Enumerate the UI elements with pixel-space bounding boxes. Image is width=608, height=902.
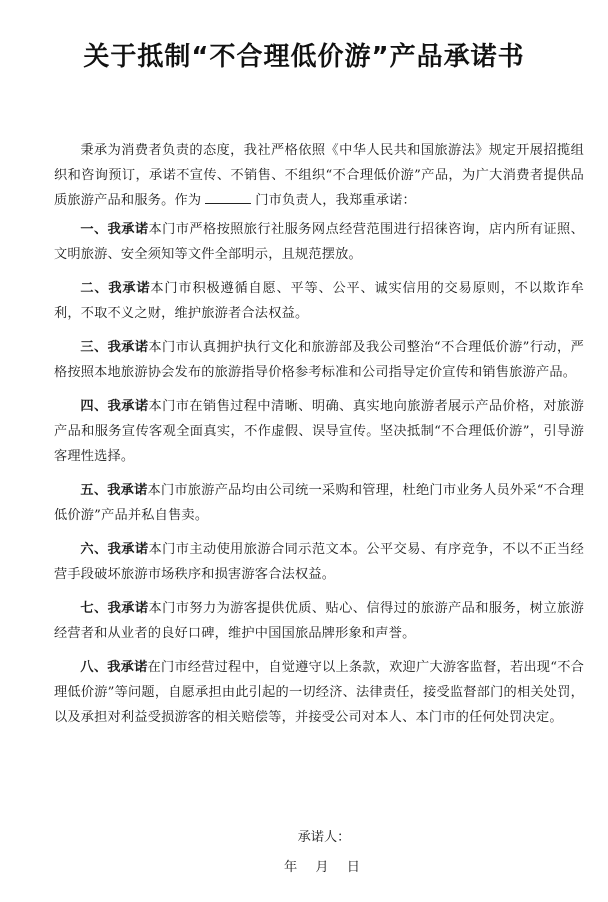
commitment-7: [54, 596, 584, 646]
commitment-2: [54, 276, 584, 326]
commitment-4: [54, 394, 584, 469]
commitment-1: [54, 217, 584, 267]
commitment-head: 二、我承诺: [80, 281, 151, 296]
commitment-text: 本门市积极遵循自愿、平等、公平、诚实信用的交易原则，不以欺诈牟利，不取不义之财，维护旅游者合法权益。: [54, 281, 584, 321]
document-body: [54, 138, 584, 739]
store-name-blank: [205, 189, 251, 204]
commitment-3: [54, 335, 584, 385]
commitment-8: [54, 655, 584, 730]
commitment-text: 本门市严格按照旅行社服务网点经营范围进行招徕咨询，店内所有证照、文明旅游、安全须知等文件全部明示，且规范摆放。: [54, 222, 584, 262]
commitment-6: [54, 537, 584, 587]
commitment-head: 五、我承诺: [80, 483, 148, 498]
commitment-text: 本门市努力为游客提供优质、贴心、信得过的旅游产品和服务，树立旅游经营者和从业者的良好口碑，维护中国国旅品牌形象和声誉。: [54, 601, 584, 641]
commitment-head: 七、我承诺: [80, 601, 149, 616]
commitment-head: 一、我承诺: [80, 222, 149, 237]
date-label: 年 月 日: [284, 860, 360, 875]
intro-text: 秉承为消费者负责的态度，我社严格依照《中华人民共和国旅游法》规定开展招揽组织和咨询预订，承诺不宣传、不销售、不组织“不合理低价游”产品，为广大消费者提供品质旅游产品和服务。作为: [54, 143, 584, 208]
commitment-head: 三、我承诺: [80, 340, 149, 355]
commitment-text: 本门市在销售过程中清晰、明确、真实地向旅游者展示产品价格，对旅游产品和服务宣传客观全面真实，不作虚假、误导宣传。坚决抵制“不合理低价游”，引导游客理性选择。: [54, 399, 584, 464]
commitment-text: 本门市主动使用旅游合同示范文本。公平交易、有序竞争，不以不正当经营手段破坏旅游市场秩序和损害游客合法权益。: [54, 542, 584, 582]
signer-label: 承诺人：: [297, 830, 351, 845]
document-title: 关于抵制“不合理低价游”产品承诺书: [83, 42, 525, 72]
commitment-5: [54, 478, 584, 528]
intro-text-end: 门市负责人，我郑重承诺：: [255, 193, 416, 208]
commitment-text: 在门市经营过程中，自觉遵守以上条款，欢迎广大游客监督，若出现“不合理低价游”等问题，自愿承担由此引起的一切经济、法律责任，接受监督部门的相关处罚，以及承担对利益受损游客的相关赔偿等，并接受公司对本人、本门市的任何处罚决定。: [54, 660, 585, 725]
commitment-head: 八、我承诺: [80, 660, 148, 675]
commitment-text: 本门市旅游产品均由公司统一采购和管理，杜绝门市业务人员外采“不合理低价游”产品并私自售卖。: [54, 483, 585, 523]
commitment-text: 本门市认真拥护执行文化和旅游部及我公司整治“不合理低价游”行动，严格按照本地旅游协会发布的旅游指导价格参考标准和公司指导定价宣传和销售旅游产品。: [54, 340, 585, 380]
intro-paragraph: [54, 138, 584, 213]
commitment-head: 六、我承诺: [80, 542, 149, 557]
commitment-head: 四、我承诺: [80, 399, 149, 414]
